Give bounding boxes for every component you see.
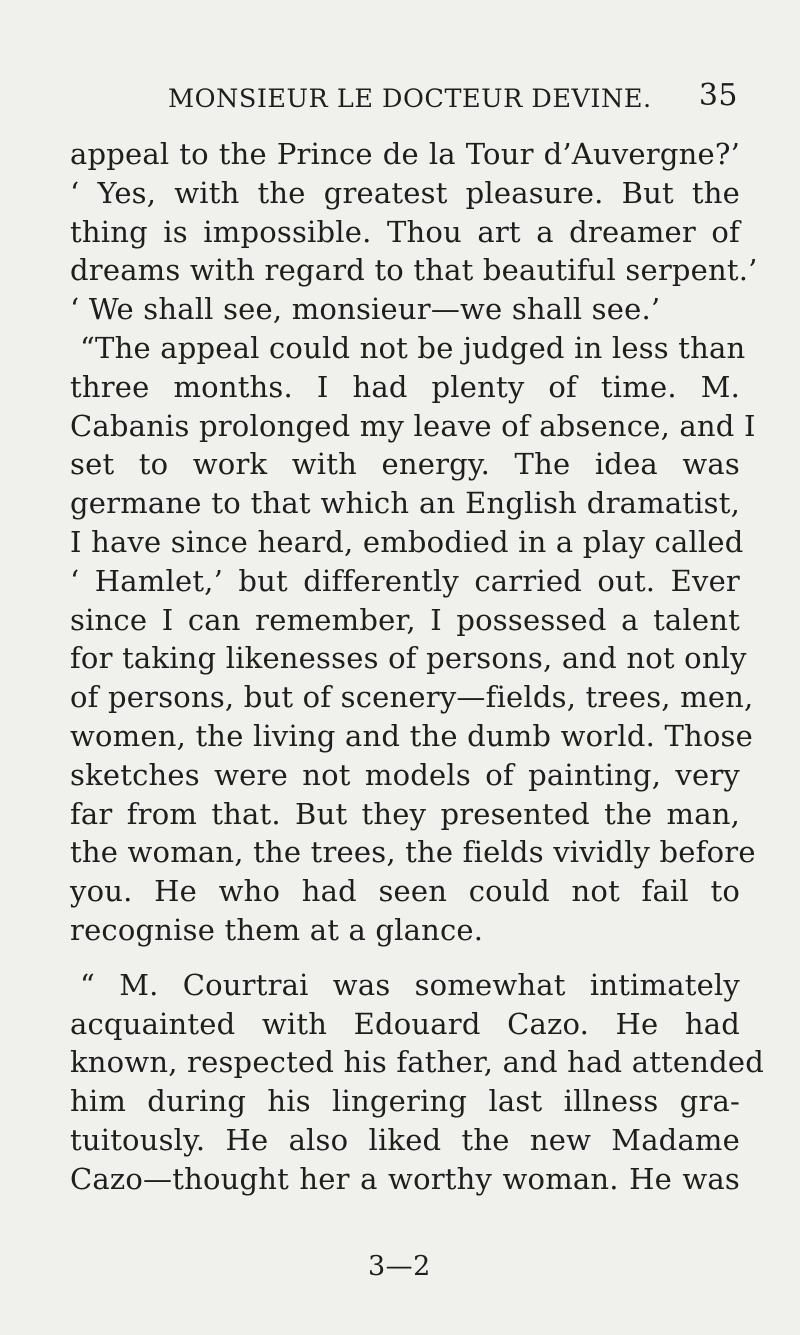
body-text — [70, 135, 765, 1199]
text-line: him during his lingering last illness gra- — [70, 1084, 740, 1119]
text-line: appeal to the Prince de la Tour d’Auvergne?’ — [70, 137, 740, 171]
text-line: of persons, but of scenery—fields, trees, men, — [70, 680, 754, 715]
text-line: thing is impossible. Thou art a dreamer of — [70, 214, 740, 249]
text-line: I have since heard, embodied in a play called — [70, 524, 744, 559]
signature-mark: 3—2 — [368, 1251, 431, 1282]
page-number: 35 — [698, 78, 738, 113]
text-line: you. He who had seen could not fail to — [70, 874, 740, 909]
text-line: “ M. Courtrai was somewhat intimately — [80, 967, 740, 1002]
text-line: ‘ Yes, with the greatest pleasure. But the — [70, 175, 740, 210]
text-line: recognise them at a glance. — [70, 912, 484, 947]
text-line: for taking likenesses of persons, and not only — [70, 641, 747, 676]
text-line: Cabanis prolonged my leave of absence, and I — [70, 408, 756, 443]
paragraph-gap — [70, 950, 740, 966]
text-line: ‘ We shall see, monsieur—we shall see.’ — [70, 292, 661, 327]
running-head: MONSIEUR LE DOCTEUR DEVINE. — [168, 84, 652, 113]
text-line: women, the living and the dumb world. Those — [70, 718, 753, 753]
text-line: Cazo—thought her a worthy woman. He was — [70, 1161, 740, 1196]
text-line: ‘ Hamlet,’ but differently carried out. Ever — [70, 563, 740, 598]
text-line: germane to that which an English dramatist, — [70, 486, 740, 521]
text-line: dreams with regard to that beautiful serpent.’ — [70, 253, 758, 288]
text-line: three months. I had plenty of time. M. — [70, 369, 740, 404]
text-line: since I can remember, I possessed a talent — [70, 602, 740, 637]
text-line: set to work with energy. The idea was — [70, 447, 740, 482]
text-line: “The appeal could not be judged in less than — [80, 330, 746, 365]
text-line: far from that. But they presented the man, — [70, 796, 740, 831]
text-line: acquainted with Edouard Cazo. He had — [70, 1006, 740, 1041]
text-line: tuitously. He also liked the new Madame — [70, 1122, 740, 1157]
text-line: sketches were not models of painting, very — [70, 757, 740, 792]
page-header — [168, 78, 738, 124]
text-line: the woman, the trees, the fields vividly before — [70, 835, 756, 870]
text-line: known, respected his father, and had attended — [70, 1045, 765, 1080]
